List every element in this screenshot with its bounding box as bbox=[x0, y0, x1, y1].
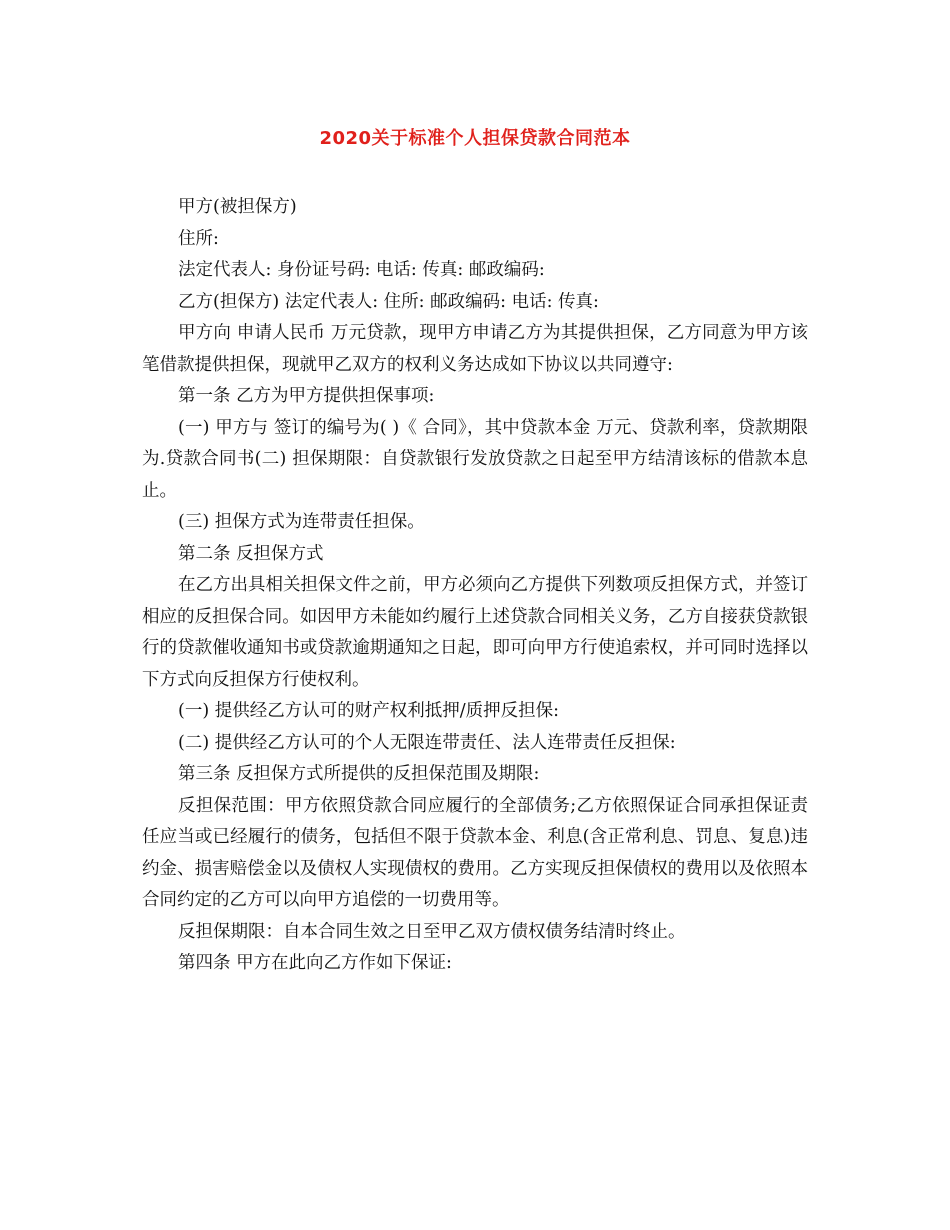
article-2-clause-1: (一) 提供经乙方认可的财产权利抵押/质押反担保: bbox=[178, 701, 560, 721]
party-a-contact: 法定代表人: 身份证号码: 电话: 传真: 邮政编码: bbox=[178, 260, 545, 280]
preamble-paragraph: 甲方向 申请人民币 万元贷款，现甲方申请乙方为其提供担保，乙方同意为甲方该笔借款提供担保，现就甲乙双方的权利义务达成如下协议以共同遵守: bbox=[142, 323, 808, 375]
party-a-address: 住所: bbox=[178, 228, 219, 249]
document-title: 2020关于标准个人担保贷款合同范本 bbox=[319, 128, 631, 149]
article-1-heading: 第一条 乙方为甲方提供担保事项: bbox=[178, 386, 435, 406]
article-3-heading: 第三条 反担保方式所提供的反担保范围及期限: bbox=[178, 764, 540, 784]
party-b-contact: 乙方(担保方) 法定代表人: 住所: 邮政编码: 电话: 传真: bbox=[178, 291, 599, 312]
article-2-clause-2: (二) 提供经乙方认可的个人无限连带责任、法人连带责任反担保: bbox=[178, 732, 676, 753]
article-1-clause-1-2: (一) 甲方与 签订的编号为( )《 合同》，其中贷款本金 万元、贷款利率，贷款期限为.贷款合同书(二) 担保期限：自贷款银行发放贷款之日起至甲方结清该标的借款本息止。 bbox=[142, 417, 808, 501]
party-a-heading: 甲方(被担保方) bbox=[178, 197, 297, 217]
article-2-body: 在乙方出具相关担保文件之前，甲方必须向乙方提供下列数项反担保方式，并签订相应的反担保合同。如因甲方未能如约履行上述贷款合同相关义务，乙方自接获贷款银行的贷款催收通知书或贷款逾期通知之日起，即可向甲方行使追索权，并可同时选择以下方式向反担保方行使权利。 bbox=[142, 575, 808, 690]
article-3-scope: 反担保范围：甲方依照贷款合同应履行的全部债务;乙方依照保证合同承担保证责任应当或已经履行的债务，包括但不限于贷款本金、利息(含正常利息、罚息、复息)违约金、损害赔偿金以及债权人实现债权的费用。乙方实现反担保债权的费用以及依照本合同约定的乙方可以向甲方追偿的一切费用等。 bbox=[142, 795, 808, 910]
document-body bbox=[142, 192, 808, 980]
article-1-clause-3: (三) 担保方式为连带责任担保。 bbox=[178, 512, 425, 532]
article-4-heading: 第四条 甲方在此向乙方作如下保证: bbox=[178, 953, 452, 973]
article-2-heading: 第二条 反担保方式 bbox=[178, 543, 324, 564]
article-3-period: 反担保期限：自本合同生效之日至甲乙双方债权债务结清时终止。 bbox=[178, 921, 686, 942]
